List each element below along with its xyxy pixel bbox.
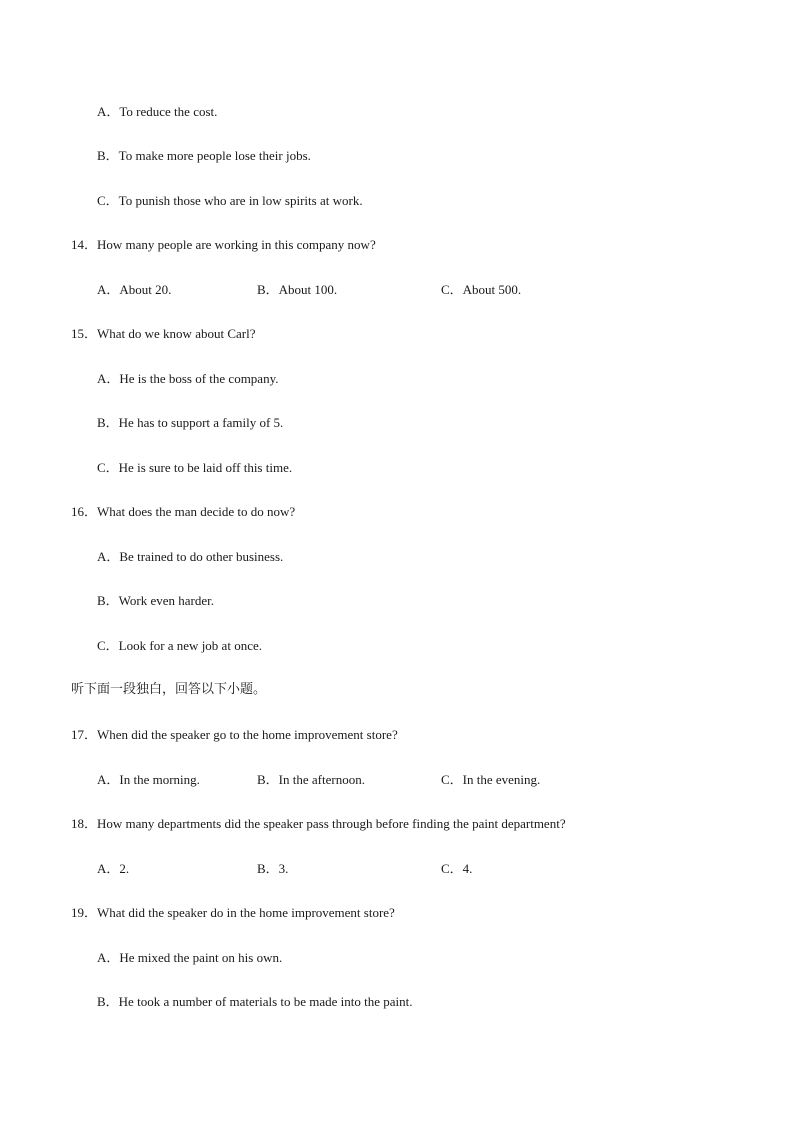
option-b: B．To make more people lose their jobs. <box>97 148 311 163</box>
option-b: B．3. <box>257 861 289 876</box>
question-text: 15．What do we know about Carl? <box>71 326 256 341</box>
option-b: B．About 100. <box>257 282 338 297</box>
option-a: A．He is the boss of the company. <box>97 371 279 386</box>
option-b: B．Work even harder. <box>97 593 215 608</box>
option-a: A．To reduce the cost. <box>97 104 218 119</box>
option-c: C．He is sure to be laid off this time. <box>97 460 293 475</box>
option-c: C．To punish those who are in low spirits at work. <box>97 193 363 208</box>
option-a: A．Be trained to do other business. <box>97 549 284 564</box>
option-a: A．He mixed the paint on his own. <box>97 950 283 965</box>
option-b: B．He has to support a family of 5. <box>97 415 284 430</box>
option-b: B．In the afternoon. <box>257 772 365 787</box>
question-text: 17．When did the speaker go to the home improvement store? <box>71 727 398 742</box>
option-c: C．4. <box>441 861 473 876</box>
option-a: A．In the morning. <box>97 772 200 787</box>
question-text: 16．What does the man decide to do now? <box>71 504 296 519</box>
question-text: 19．What did the speaker do in the home improvement store? <box>71 905 395 920</box>
option-b: B．He took a number of materials to be made into the paint. <box>97 994 413 1009</box>
section-instruction: 听下面一段独白，回答以下小题。 <box>71 682 267 697</box>
option-a: A．2. <box>97 861 130 876</box>
question-text: 14．How many people are working in this company now? <box>71 237 376 252</box>
question-text: 18．How many departments did the speaker pass through before finding the paint department? <box>71 816 566 831</box>
option-c: C．About 500. <box>441 282 522 297</box>
option-a: A．About 20. <box>97 282 172 297</box>
option-c: C．In the evening. <box>441 772 541 787</box>
option-c: C．Look for a new job at once. <box>97 638 262 653</box>
